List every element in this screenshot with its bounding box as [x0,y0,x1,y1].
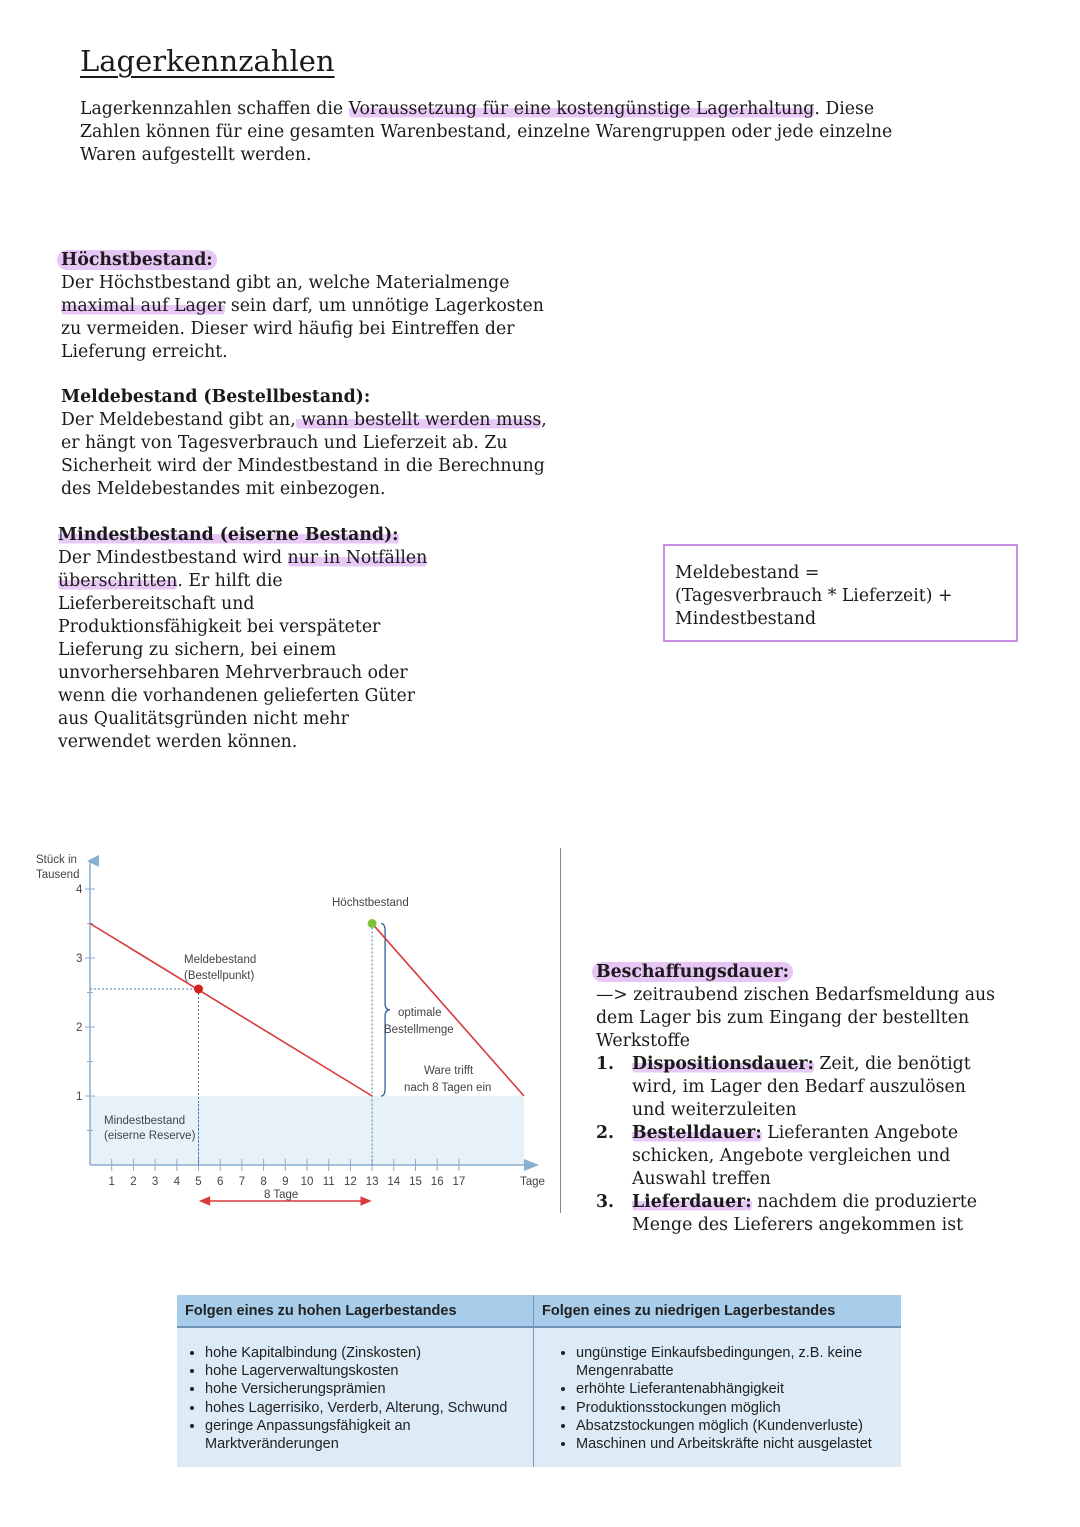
optimale-bestellmenge-label: optimale [398,1007,442,1019]
consequences-table [177,1295,901,1467]
x-tick-label: 6 [216,1176,224,1188]
list-term: Lieferdauer: [632,1192,752,1212]
intro-paragraph [80,98,980,167]
hoechstbestand-line: Der Höchstbestand gibt an, welche Materialmenge [61,273,510,293]
list-term: Bestelldauer: [632,1123,762,1143]
beschaffungsdauer-desc: Werkstoffe [596,1031,691,1051]
stock-chart [28,845,558,1215]
hoechstbestand-line: Lieferung erreicht. [61,342,228,362]
mindestbestand-highlight: nur in Notfällen [287,548,428,568]
mindestbestand-line: Lieferung zu sichern, bei einem [58,640,337,660]
hoechstbestand-line: zu vermeiden. Dieser wird häufig bei Eintreffen der [61,319,515,339]
x-tick-label: 16 [430,1176,444,1188]
beschaffungsdauer-section [596,961,1036,1237]
hoechstbestand-heading: Höchstbestand: [57,250,217,270]
y-tick-label: 3 [76,953,83,965]
formula-line: (Tagesverbrauch * Lieferzeit) + [675,586,953,606]
x-tick-label: 5 [195,1176,202,1188]
table-header: Folgen eines zu hohen Lagerbestandes [177,1295,534,1327]
mindestbestand-text: . Er hilft die [177,571,283,591]
list-item [596,1122,1036,1191]
list-number: 3. [596,1192,615,1212]
x-tick-label: 13 [365,1176,379,1188]
list-text: schicken, Angebote vergleichen und [632,1146,951,1166]
mindestbestand-chart-sublabel: (eiserne Reserve) [104,1130,196,1142]
list-item: • hohes Lagerrisiko, Verderb, Alterung, Schwund [205,1399,525,1417]
meldebestand-highlight: wann bestellt werden muss [295,410,542,430]
list-text: nachdem die produzierte [751,1192,978,1212]
list-term: Dispositionsdauer: [632,1054,814,1074]
list-item: • Absatzstockungen möglich (Kundenverluste) [576,1417,893,1435]
y-tick-label: 4 [76,884,83,896]
mindestbestand-line: unvorhersehbaren Mehrverbrauch oder [58,663,408,683]
x-tick-label: 11 [322,1176,335,1188]
x-tick-label: 17 [452,1176,466,1188]
x-tick-label: 8 [260,1176,267,1188]
hoechstbestand-label: Höchstbestand [332,897,409,909]
y-axis-label-line2: Tausend [36,869,80,881]
intro-text-end: . Diese [814,99,875,119]
mindestbestand-section [58,524,498,754]
list-text: und weiterzuleiten [632,1100,797,1120]
stock-line-1 [90,924,372,1097]
beschaffungsdauer-list [596,1053,1036,1237]
x-tick-label: 9 [282,1176,289,1188]
list-item: • geringe Anpassungsfähigkeit an Marktveränderungen [205,1417,525,1453]
list-item: • erhöhte Lieferantenabhängigkeit [576,1380,893,1398]
mindestbestand-heading: Mindestbestand (eiserne Bestand): [58,525,399,545]
hoechstbestand-highlight: maximal auf Lager [61,296,226,316]
list-text: Lieferanten Angebote [761,1123,959,1143]
beschaffungsdauer-heading: Beschaffungsdauer: [592,962,793,982]
beschaffungsdauer-desc: —> zeitraubend zischen Bedarfsmeldung aus [596,985,996,1005]
list-text: wird, im Lager den Bedarf auszulösen [632,1077,966,1097]
list-text: Zeit, die benötigt [813,1054,971,1074]
meldebestand-text: Der Meldebestand gibt an, [61,410,296,430]
list-number: 2. [596,1123,615,1143]
y-axis-label-line1: Stück in [36,854,77,866]
meldebestand-line: er hängt von Tagesverbrauch und Lieferzeit ab. Zu [61,433,508,453]
meldebestand-line: des Meldebestandes mit einbezogen. [61,479,386,499]
mindestbestand-highlight: überschritten [58,571,178,591]
list-item [596,1053,1036,1122]
formula-line: Meldebestand = [675,563,820,583]
bestellmenge-brace [381,924,390,1097]
list-text: Menge des Lieferers angekommen ist [632,1215,964,1235]
meldebestand-sublabel: (Bestellpunkt) [184,970,255,982]
table-header: Folgen eines zu niedrigen Lagerbestandes [534,1295,902,1327]
mindestbestand-text: Der Mindestbestand wird [58,548,288,568]
list-text: Auswahl treffen [632,1169,771,1189]
table-cell-high [177,1327,534,1467]
intro-line: Waren aufgestellt werden. [80,145,312,165]
meldebestand-label: Meldebestand [184,954,257,966]
x-tick-label: 12 [344,1176,357,1188]
x-tick-label: 4 [173,1176,181,1188]
formula-line: Mindestbestand [675,609,817,629]
formula-box [663,544,1018,642]
meldebestand-section [61,386,621,501]
list-item: • hohe Versicherungsprämien [205,1380,525,1398]
mindestbestand-line: Lieferbereitschaft und [58,594,255,614]
y-tick-label: 2 [76,1022,83,1034]
stock-chart-svg [28,845,558,1215]
meldebestand-heading: Meldebestand (Bestellbestand): [61,387,371,407]
mindestbestand-line: wenn die vorhandenen gelieferten Güter [58,686,415,706]
intro-text: Lagerkennzahlen schaffen die [80,99,349,119]
list-item: • Produktionsstockungen möglich [576,1399,893,1417]
intro-highlight: Voraussetzung für eine kostengünstige Lagerhaltung [348,99,815,119]
x-tick-label: 2 [130,1176,137,1188]
mindestbestand-chart-label: Mindestbestand [104,1115,186,1127]
mindestbestand-line: aus Qualitätsgründen nicht mehr [58,709,349,729]
list-item: • hohe Kapitalbindung (Zinskosten) [205,1344,525,1362]
mindestbestand-line: Produktionsfähigkeit bei verspäteter [58,617,381,637]
mindestbestand-line: verwendet werden können. [58,732,298,752]
meldebestand-line: Sicherheit wird der Mindestbestand in die Berechnung [61,456,545,476]
tage-span-label: 8 Tage [264,1189,299,1201]
list-item: • hohe Lagerverwaltungskosten [205,1362,525,1380]
meldebestand-point [194,985,203,994]
beschaffungsdauer-desc: dem Lager bis zum Eingang der bestellten [596,1008,970,1028]
intro-line: Zahlen können für eine gesamten Warenbestand, einzelne Warengruppen oder jede einzelne [80,122,893,142]
x-axis-label: Tage [520,1176,545,1188]
table-cell-low [534,1327,902,1467]
hoechstbestand-point [368,919,377,928]
x-tick-label: 15 [409,1176,422,1188]
ware-trifft-sublabel: nach 8 Tagen ein [404,1082,492,1094]
x-tick-label: 7 [238,1176,246,1188]
list-item: • ungünstige Einkaufsbedingungen, z.B. keine Mengenrabatte [576,1344,893,1380]
optimale-bestellmenge-sublabel: Bestellmenge [384,1024,454,1036]
x-tick-label: 1 [108,1176,115,1188]
hoechstbestand-section [61,249,601,364]
divider-line [560,848,561,1213]
x-tick-label: 10 [300,1176,314,1188]
page-title: Lagerkennzahlen [80,44,335,78]
meldebestand-text: , [541,410,547,430]
x-tick-label: 14 [387,1176,401,1188]
list-item: • Maschinen und Arbeitskräfte nicht ausgelastet [576,1435,893,1453]
table-row [177,1327,901,1467]
list-item [596,1191,1036,1237]
x-tick-label: 3 [151,1176,159,1188]
list-number: 1. [596,1054,615,1074]
y-tick-label: 1 [76,1091,83,1103]
ware-trifft-label: Ware trifft [424,1065,474,1077]
hoechstbestand-line: sein darf, um unnötige Lagerkosten [225,296,544,316]
